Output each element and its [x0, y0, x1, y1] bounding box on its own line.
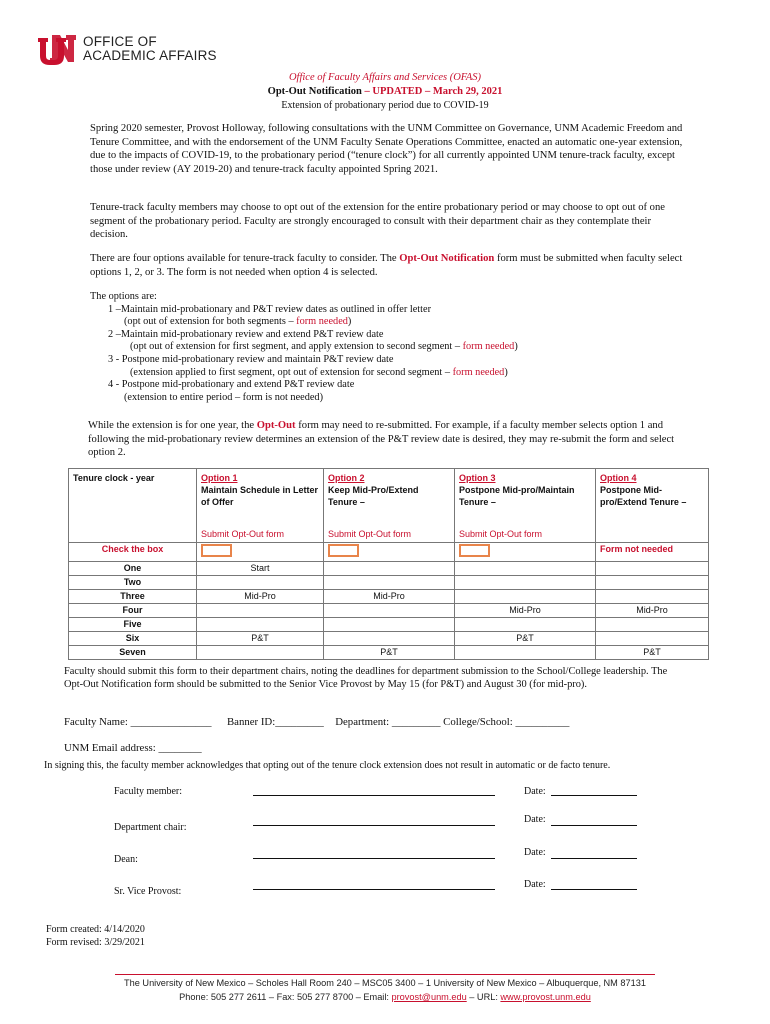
form-revised: Form revised: 3/29/2021 — [46, 937, 145, 948]
option-3-submit: Submit Opt-Out form — [459, 529, 543, 539]
table-cell: P&T — [324, 646, 455, 660]
svp-signature-line[interactable] — [253, 889, 495, 890]
footer-email-link[interactable]: provost@unm.edu — [391, 992, 467, 1002]
option-3-detail: (extension applied to first segment, opt out of extension for second segment – form needed) — [130, 366, 508, 378]
faculty-name-field[interactable]: Faculty Name: _______________ — [64, 716, 212, 728]
notice-updated: – UPDATED – March 29, 2021 — [361, 86, 503, 97]
office-title: Office of Faculty Affairs and Services (OFAS) — [288, 72, 482, 83]
table-cell — [324, 632, 455, 646]
acknowledgement: In signing this, the faculty member acknowledges that opting out of the tenure clock extension does not result in automatic or de facto tenure. — [44, 760, 611, 771]
option-2-checkbox[interactable] — [328, 544, 359, 557]
option-1-submit: Submit Opt-Out form — [201, 529, 285, 539]
svp-date-line[interactable] — [551, 889, 637, 890]
table-cell — [455, 590, 596, 604]
table-row — [69, 576, 709, 590]
table-cell: Mid-Pro — [324, 590, 455, 604]
table-cell — [596, 632, 709, 646]
logo-wordmark — [83, 35, 217, 63]
faculty-signature-line[interactable] — [253, 795, 495, 796]
intro-paragraph: Spring 2020 semester, Provost Holloway, following consultations with the UNM Committee on Governance, UNM Academic Freedom and Tenure Committee, and with the endorsement of the UNM Faculty Senate Operations Committee, enacted an automatic one-year extension, due to the impacts of COVID-19, to the probationary period (“tenure clock”) for all currently appointed UNM tenure-track faculty, except those under review (AY 2019-20) and tenure-track faculty appointed Spring 2021. — [90, 123, 683, 175]
option-3-desc: Postpone Mid-pro/Maintain Tenure – — [459, 485, 575, 507]
option-2-header — [324, 469, 455, 543]
footer-divider — [115, 974, 655, 975]
option-1-header — [197, 469, 324, 543]
table-row — [69, 604, 709, 618]
college-field[interactable]: College/School: __________ — [443, 716, 570, 728]
opt-out-notification-highlight: Opt-Out Notification — [399, 253, 495, 264]
table-cell: P&T — [455, 632, 596, 646]
resubmit-text-a: While the extension is for one year, the — [88, 420, 257, 431]
option-4-detail: (extension to entire period – form is not needed) — [124, 391, 324, 403]
table-cell — [596, 562, 709, 576]
dean-signature-line[interactable] — [253, 858, 495, 859]
year-label: One — [69, 562, 197, 576]
option-1-checkbox[interactable] — [201, 544, 232, 557]
opt-out-paragraph: Tenure-track faculty members may choose to opt out of the extension for the entire probationary period or may choose to opt out of one segment of the probationary period. Faculty are strongly encouraged to consult with their department chair as they contemplate their decision. — [90, 202, 665, 240]
faculty-date-label: Date: — [524, 786, 546, 797]
table-cell — [596, 590, 709, 604]
option-4-label: Option 4 — [600, 473, 637, 483]
table-cell — [455, 618, 596, 632]
table-cell — [455, 646, 596, 660]
option-3-sub: (extension applied to first segment, opt out of extension for second segment – — [130, 366, 453, 378]
svp-date-label: Date: — [524, 879, 546, 890]
resubmit-text-b: form may need to re-submitted. For example, if a faculty member selects option 1 and following the mid-probationary review determines an extension of the P&T review date is desired, they may re-submit the form and select option 2. — [88, 420, 675, 458]
faculty-date-line[interactable] — [551, 795, 637, 796]
table-cell — [197, 646, 324, 660]
footer-phone: Phone: 505 277 2611 – Fax: 505 277 8700 – Email: — [179, 992, 392, 1002]
opt-out-highlight: Opt-Out — [256, 420, 296, 431]
footer-contact — [0, 992, 770, 1002]
table-row — [69, 590, 709, 604]
option-3-header — [455, 469, 596, 543]
table-cell: P&T — [596, 646, 709, 660]
footer-url-link[interactable]: www.provost.unm.edu — [500, 992, 591, 1002]
dean-label: Dean: — [114, 854, 138, 865]
table-cell — [324, 604, 455, 618]
table-cell: Mid-Pro — [197, 590, 324, 604]
option-4-desc: Postpone Mid-pro/Extend Tenure – — [600, 485, 687, 507]
table-row — [69, 646, 709, 660]
option-1-desc: Maintain Schedule in Letter of Offer — [201, 485, 319, 507]
table-cell — [324, 618, 455, 632]
table-cell — [455, 576, 596, 590]
faculty-member-label: Faculty member: — [114, 786, 183, 797]
department-chair-label: Department chair: — [114, 822, 187, 833]
option-3-checkbox[interactable] — [459, 544, 490, 557]
year-label: Five — [69, 618, 197, 632]
table-row — [69, 632, 709, 646]
option-2-label: Option 2 — [328, 473, 365, 483]
option-2-detail: (opt out of extension for first segment, and apply extension to second segment – form needed) — [130, 341, 518, 353]
department-field[interactable]: Department: _________ — [335, 716, 441, 728]
submission-paragraph: Faculty should submit this form to their department chairs, noting the deadlines for department submission to the School/College leadership. The Opt-Out Notification form should be submitted to the Senior Vice Provost by May 15 (for P&T) and August 30 (for mid-pro). — [64, 666, 668, 690]
table-cell — [197, 604, 324, 618]
form-not-needed: Form not needed — [596, 543, 709, 562]
option-2-desc: Keep Mid-Pro/Extend Tenure – — [328, 485, 419, 507]
option-1-checkbox-cell — [197, 543, 324, 562]
footer-address: The University of New Mexico – Scholes Hall Room 240 – MSC05 3400 – 1 University of New Mexico – Albuquerque, NM 87131 — [124, 978, 646, 988]
option-1-label: Option 1 — [201, 473, 238, 483]
options-text-b: form must be submitted when faculty select options 1, 2, or 3. The form is not needed when option 4 is selected. — [90, 253, 683, 278]
table-cell: Mid-Pro — [455, 604, 596, 618]
option-1: 1 –Maintain mid-probationary and P&T review dates as outlined in offer letter — [108, 303, 432, 315]
year-label: Three — [69, 590, 197, 604]
email-field[interactable]: UNM Email address: ________ — [64, 742, 202, 754]
options-intro: The options are: — [90, 291, 157, 302]
resubmit-paragraph — [88, 419, 698, 460]
year-label: Four — [69, 604, 197, 618]
faculty-fields-row — [64, 716, 569, 728]
logo-line-2: ACADEMIC AFFAIRS — [83, 48, 217, 63]
notice-title — [0, 86, 770, 97]
option-4: 4 - Postpone mid-probationary and extend P&T review date — [108, 379, 355, 391]
dean-date-label: Date: — [524, 847, 546, 858]
option-3: 3 - Postpone mid-probationary review and maintain P&T review date — [108, 353, 394, 365]
option-4-header — [596, 469, 709, 543]
table-cell — [197, 618, 324, 632]
form-created: Form created: 4/14/2020 — [46, 924, 145, 935]
unm-logo-icon — [36, 34, 82, 66]
table-cell: P&T — [197, 632, 324, 646]
logo-line-1: OFFICE OF — [83, 34, 157, 49]
check-the-box-label: Check the box — [69, 543, 197, 562]
dean-date-line[interactable] — [551, 858, 637, 859]
option-2: 2 –Maintain mid-probationary review and extend P&T review date — [108, 328, 384, 340]
option-1-detail: (opt out of extension for both segments – form needed) — [124, 316, 352, 328]
option-3-form-needed: form needed — [452, 366, 505, 378]
table-row — [69, 562, 709, 576]
option-2-submit: Submit Opt-Out form — [328, 529, 412, 539]
option-1-form-needed: form needed — [296, 316, 348, 328]
chair-date-label: Date: — [524, 814, 546, 825]
chair-signature-line[interactable] — [253, 825, 495, 826]
table-cell — [455, 562, 596, 576]
option-2-form-needed: form needed — [462, 341, 515, 353]
chair-date-line[interactable] — [551, 825, 637, 826]
table-cell — [197, 576, 324, 590]
table-cell — [324, 562, 455, 576]
table-cell — [324, 576, 455, 590]
svp-label: Sr. Vice Provost: — [114, 886, 182, 897]
notice-subtitle: Extension of probationary period due to COVID-19 — [281, 100, 489, 111]
table-corner-header: Tenure clock - year — [69, 469, 197, 543]
year-label: Seven — [69, 646, 197, 660]
table-row — [69, 618, 709, 632]
year-label: Six — [69, 632, 197, 646]
options-list — [90, 291, 690, 404]
year-label: Two — [69, 576, 197, 590]
banner-id-field[interactable]: Banner ID:_________ — [226, 716, 324, 728]
option-2-sub: (opt out of extension for first segment, and apply extension to second segment – — [130, 341, 463, 353]
option-1-sub: (opt out of extension for both segments – — [124, 316, 297, 328]
option-3-checkbox-cell — [455, 543, 596, 562]
table-cell — [596, 618, 709, 632]
table-cell: Start — [197, 562, 324, 576]
table-cell: Mid-Pro — [596, 604, 709, 618]
options-text-a: There are four options available for tenure-track faculty to consider. The — [90, 253, 400, 264]
tenure-clock-table — [68, 468, 708, 657]
table-cell — [596, 576, 709, 590]
options-paragraph — [90, 252, 690, 279]
option-2-checkbox-cell — [324, 543, 455, 562]
option-3-label: Option 3 — [459, 473, 496, 483]
footer-url-prefix: – URL: — [466, 992, 501, 1002]
notice-prefix: Opt-Out Notification — [267, 86, 362, 97]
